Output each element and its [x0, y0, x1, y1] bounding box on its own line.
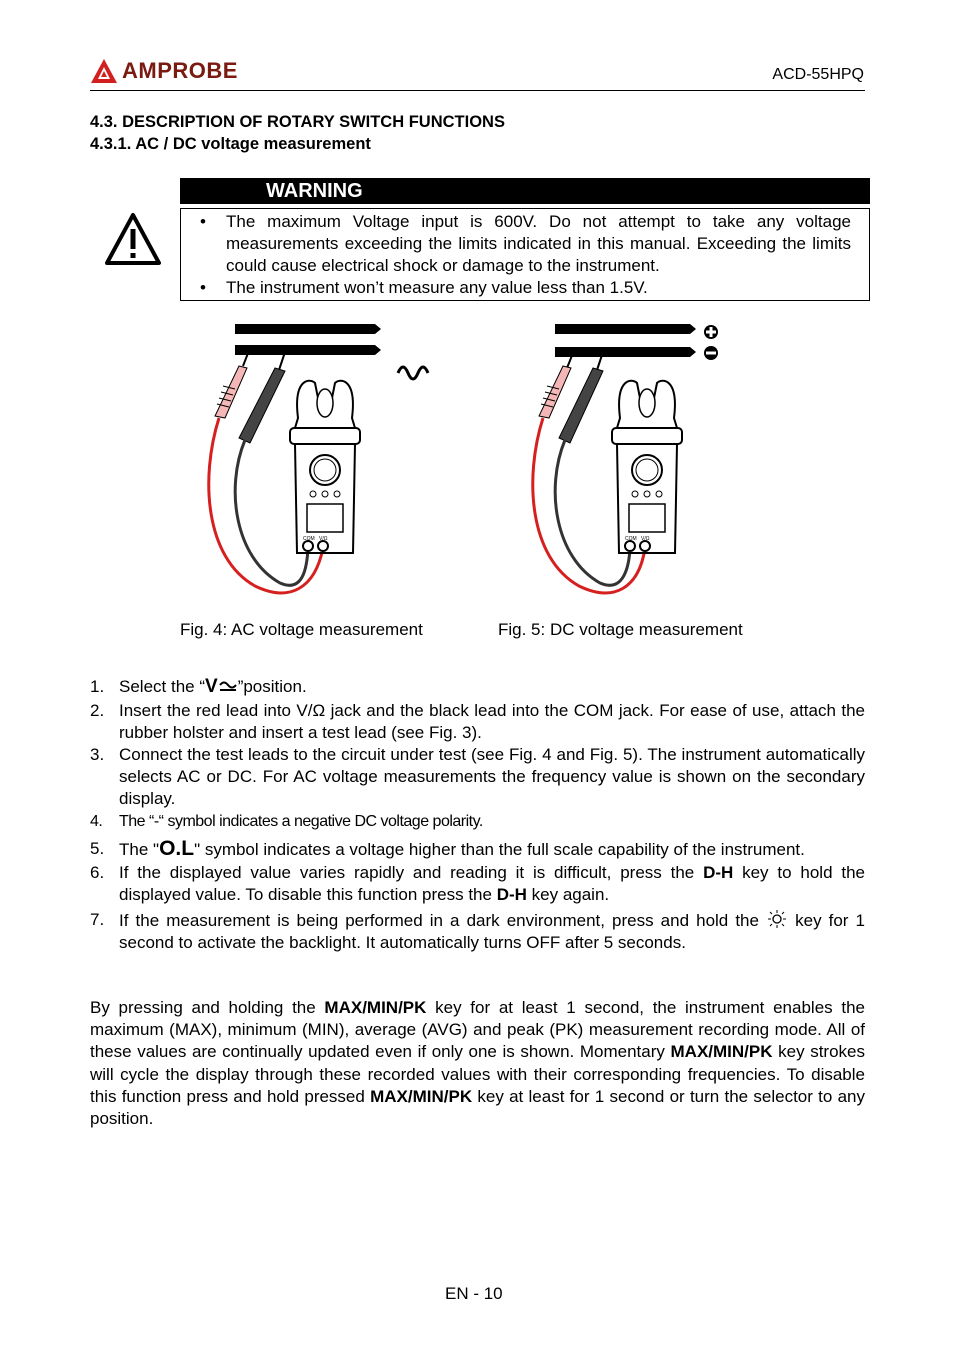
- voltage-symbol: V: [205, 676, 218, 697]
- ac-dc-symbol-icon: [218, 679, 238, 693]
- steps-list: [90, 676, 865, 954]
- caution-triangle-icon: [104, 212, 162, 266]
- dc-wire-bottom: [555, 347, 696, 357]
- warning-box: [180, 208, 870, 301]
- dc-wire-top: [555, 324, 696, 334]
- subsection-title: 4.3.1. AC / DC voltage measurement: [90, 135, 371, 153]
- ac-wire-top: [235, 324, 381, 334]
- fig5-dc-measurement-illustration: [515, 318, 745, 608]
- list-item: 1. Select the “V ”position.: [90, 676, 307, 697]
- list-item: 2. Insert the red lead into V/Ω jack and the black lead into the COM jack. For ease of use, attach the rubber holster and insert a test lead (see Fig. 3).: [90, 701, 865, 742]
- list-item: 4. The “-“ symbol indicates a negative DC voltage polarity.: [90, 813, 483, 830]
- warning-item: • The instrument won’t measure any value less than 1.5V.: [181, 277, 869, 299]
- fig4-ac-measurement-illustration: [195, 318, 440, 608]
- section-title: 4.3. DESCRIPTION OF ROTARY SWITCH FUNCTIONS: [90, 113, 505, 131]
- overload-symbol: O.L: [159, 837, 195, 860]
- key-name: MAX/MIN/PK: [370, 1086, 473, 1106]
- v-jack-label: V/Ω: [641, 536, 650, 542]
- header-rule: [90, 90, 865, 91]
- warning-heading: WARNING: [180, 178, 870, 204]
- key-name: MAX/MIN/PK: [324, 998, 427, 1017]
- list-item: 7. If the measurement is being performed in a dark environment, press and hold the key for 1 second to activate the backlight. It automatically turns OFF after 5 seconds.: [90, 910, 865, 952]
- com-jack-label: COM: [303, 536, 315, 542]
- ac-wire-bottom: [235, 345, 381, 355]
- key-name: D-H: [496, 885, 527, 904]
- v-jack-label: V/Ω: [319, 536, 328, 542]
- fig5-caption: Fig. 5: DC voltage measurement: [498, 620, 743, 639]
- key-name: MAX/MIN/PK: [670, 1042, 773, 1062]
- amprobe-logo-icon: [90, 58, 118, 84]
- max-min-paragraph: By pressing and holding the MAX/MIN/PK key for at least 1 second, the instrument enables the maximum (MAX), minimum (MIN), average (AVG) and peak (PK) measurement recording mode. All of these values are continually updated even if only one is shown. Momentary MAX/MIN/PK key strokes will cycle the display through these recorded values with their corresponding frequencies. To disable this function press and hold pressed MAX/MIN/PK key at least for 1 second or turn the selector to any position.: [90, 998, 866, 1129]
- list-item: 3. Connect the test leads to the circuit under test (see Fig. 4 and Fig. 5). The instrument automatically selects AC or DC. For AC voltage measurements the frequency value is shown on the secondary display.: [90, 745, 865, 808]
- model-number: ACD-55HPQ: [772, 66, 864, 83]
- list-item: 5. The "O.L" symbol indicates a voltage higher than the full scale capability of the instrument.: [90, 837, 805, 860]
- ac-tilde-icon: [398, 367, 428, 379]
- brand-name: AMPROBE: [122, 58, 238, 83]
- backlight-icon: [766, 909, 788, 929]
- fig4-caption: Fig. 4: AC voltage measurement: [180, 620, 423, 639]
- list-item: 6. If the displayed value varies rapidly and reading it is difficult, press the D-H key to hold the displayed value. To disable this function press the D-H key again.: [90, 863, 865, 904]
- page-number: EN - 10: [445, 1284, 503, 1303]
- brand-logo: [90, 58, 238, 84]
- warning-item: • The maximum Voltage input is 600V. Do not attempt to take any voltage measurements exceeding the limits indicated in this manual. Exceeding the limits could cause electrical shock or damage to the instrument.: [181, 211, 869, 277]
- key-name: D-H: [703, 863, 734, 882]
- com-jack-label: COM: [625, 536, 637, 542]
